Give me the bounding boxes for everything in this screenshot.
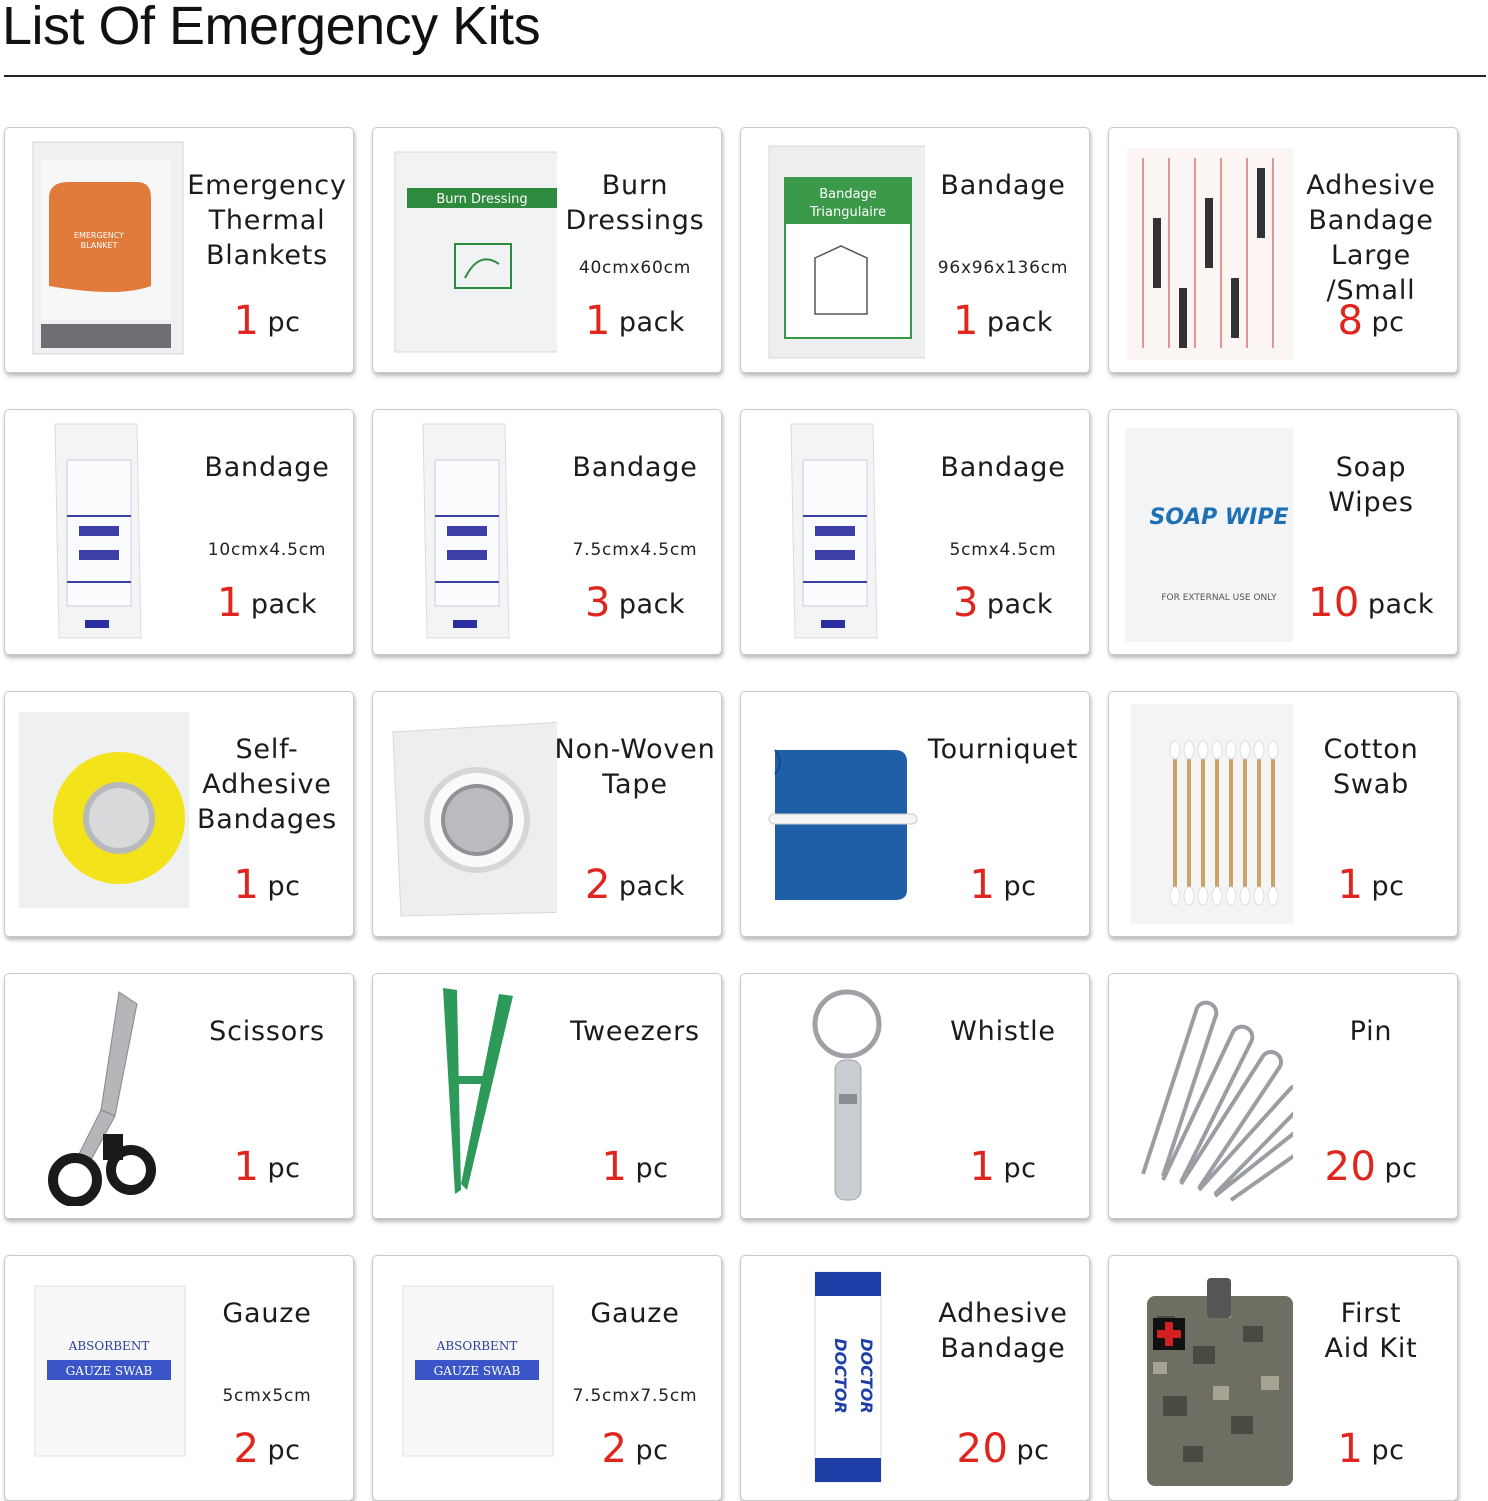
svg-text:DOCTOR: DOCTOR: [857, 1338, 876, 1414]
kit-item-quantity: [1289, 1144, 1453, 1190]
scissors-icon: [19, 984, 189, 1206]
soap-wipe-icon: [1123, 420, 1293, 642]
svg-text:Burn Dressing: Burn Dressing: [436, 192, 528, 207]
kit-item-count: 20: [1324, 1144, 1377, 1190]
svg-text:GAUZE SWAB: GAUZE SWAB: [433, 1364, 521, 1378]
kit-item-unit: pc: [1016, 1435, 1050, 1466]
kit-item-count: 3: [952, 580, 979, 626]
kit-item-name: Bandage: [940, 170, 1066, 201]
kit-item-name: Bandage: [940, 452, 1066, 483]
kit-item-card: [4, 691, 354, 937]
kit-item-unit: pack: [986, 589, 1054, 620]
kit-item-info: [921, 128, 1085, 372]
kit-item-unit: pc: [635, 1153, 669, 1184]
kit-item-quantity: [921, 580, 1085, 626]
kit-item-count: 1: [1337, 862, 1364, 908]
tweezers-icon: [387, 984, 557, 1206]
kit-item-unit: pack: [1367, 589, 1435, 620]
kit-item-size: 5cmx5cm: [222, 1386, 312, 1406]
kit-item-quantity: [1289, 298, 1453, 344]
kit-item-unit: pc: [1371, 1435, 1405, 1466]
kit-item-info: [921, 692, 1085, 936]
kit-item-unit: pc: [1003, 1153, 1037, 1184]
gauze-swab-icon: [387, 1266, 557, 1488]
kit-item-unit: pc: [267, 871, 301, 902]
kit-item-card: [740, 409, 1090, 655]
kit-item-name: Gauze: [222, 1298, 312, 1329]
svg-text:BLANKET: BLANKET: [80, 241, 118, 250]
kit-item-count: 1: [969, 862, 996, 908]
kit-item-quantity: [185, 580, 349, 626]
tape-roll-icon: [387, 702, 557, 924]
kit-item-info: [185, 974, 349, 1218]
kit-item-card: [372, 691, 722, 937]
kit-item-count: 2: [601, 1426, 628, 1472]
plaster-strip-icon: [755, 1266, 925, 1488]
kit-item-info: [553, 1256, 717, 1500]
kit-item-info: [185, 1256, 349, 1500]
kit-item-info: [921, 1256, 1085, 1500]
kit-item-count: 1: [216, 580, 243, 626]
kit-item-size: 5cmx4.5cm: [949, 540, 1057, 560]
kit-item-size: 7.5cmx4.5cm: [572, 540, 698, 560]
kit-item-quantity: [553, 1144, 717, 1190]
kit-item-quantity: [921, 1144, 1085, 1190]
kit-item-count: 1: [584, 298, 611, 344]
svg-text:GAUZE SWAB: GAUZE SWAB: [65, 1364, 153, 1378]
kit-item-quantity: [921, 862, 1085, 908]
kit-grid: [4, 127, 1472, 1501]
kit-item-card: [4, 973, 354, 1219]
kit-item-info: [1289, 128, 1453, 372]
kit-item-info: [185, 128, 349, 372]
kit-item-unit: pc: [267, 1153, 301, 1184]
kit-item-card: [372, 409, 722, 655]
first-aid-pouch-icon: [1123, 1266, 1293, 1488]
kit-item-card: [1108, 127, 1458, 373]
kit-item-card: [4, 409, 354, 655]
kit-item-quantity: [921, 1426, 1085, 1472]
kit-item-name: Adhesive Bandage: [938, 1298, 1068, 1364]
kit-item-unit: pc: [267, 307, 301, 338]
kit-item-card: [372, 127, 722, 373]
kit-item-name: Burn Dressings: [565, 170, 705, 236]
kit-item-name: Whistle: [950, 1016, 1056, 1047]
kit-item-quantity: [1289, 862, 1453, 908]
kit-item-count: 1: [601, 1144, 628, 1190]
kit-item-size: 7.5cmx7.5cm: [572, 1386, 698, 1406]
burn-dressing-icon: [387, 138, 557, 360]
kit-item-size: 96x96x136cm: [937, 258, 1069, 278]
kit-item-quantity: [553, 298, 717, 344]
kit-item-card: [740, 973, 1090, 1219]
kit-item-info: [1289, 410, 1453, 654]
triangular-bandage-icon: [755, 138, 925, 360]
kit-item-unit: pack: [618, 589, 686, 620]
thermal-blanket-icon: [19, 138, 189, 360]
kit-item-unit: pack: [986, 307, 1054, 338]
kit-item-size: 40cmx60cm: [578, 258, 692, 278]
kit-item-count: 3: [584, 580, 611, 626]
kit-item-info: [1289, 692, 1453, 936]
kit-item-name: Tourniquet: [927, 734, 1079, 765]
kit-item-quantity: [553, 1426, 717, 1472]
kit-item-count: 8: [1337, 298, 1364, 344]
kit-item-unit: pack: [618, 307, 686, 338]
kit-item-unit: pc: [1371, 307, 1405, 338]
kit-item-quantity: [185, 298, 349, 344]
kit-item-name: First Aid Kit: [1324, 1298, 1418, 1364]
cotton-swab-icon: [1123, 702, 1293, 924]
kit-item-count: 1: [969, 1144, 996, 1190]
kit-item-unit: pc: [1384, 1153, 1418, 1184]
kit-item-unit: pc: [1371, 871, 1405, 902]
kit-item-count: 1: [233, 298, 260, 344]
kit-item-info: [1289, 974, 1453, 1218]
kit-item-name: Emergency Thermal Blankets: [187, 170, 347, 271]
kit-item-quantity: [1289, 580, 1453, 626]
svg-text:SOAP WIPE: SOAP WIPE: [1149, 505, 1289, 530]
kit-item-info: [185, 410, 349, 654]
kit-item-name: Non-Woven Tape: [554, 734, 716, 800]
kit-item-name: Bandage: [572, 452, 698, 483]
kit-item-name: Adhesive Bandage Large /Small: [1306, 170, 1436, 306]
kit-item-card: [740, 1255, 1090, 1501]
kit-item-name: Gauze: [590, 1298, 680, 1329]
kit-item-quantity: [921, 298, 1085, 344]
svg-text:FOR EXTERNAL USE ONLY: FOR EXTERNAL USE ONLY: [1161, 593, 1277, 603]
kit-item-count: 2: [233, 1426, 260, 1472]
kit-item-count: 10: [1307, 580, 1360, 626]
kit-item-card: [4, 1255, 354, 1501]
kit-item-count: 1: [233, 862, 260, 908]
kit-item-card: [1108, 1255, 1458, 1501]
kit-item-info: [553, 692, 717, 936]
kit-item-name: Bandage: [204, 452, 330, 483]
kit-item-info: [553, 974, 717, 1218]
kit-item-name: Scissors: [209, 1016, 325, 1047]
roll-bandage-icon: [387, 420, 557, 642]
kit-item-info: [1289, 1256, 1453, 1500]
kit-item-count: 20: [956, 1426, 1009, 1472]
self-adhesive-wrap-icon: [19, 702, 189, 924]
kit-item-quantity: [185, 862, 349, 908]
kit-item-info: [921, 410, 1085, 654]
gauze-swab-icon: [19, 1266, 189, 1488]
title-divider: [4, 75, 1486, 77]
kit-item-card: [4, 127, 354, 373]
kit-item-info: [185, 692, 349, 936]
safety-pin-icon: [1123, 984, 1293, 1206]
kit-item-quantity: [1289, 1426, 1453, 1472]
kit-item-unit: pc: [1003, 871, 1037, 902]
kit-item-info: [921, 974, 1085, 1218]
page-title: List Of Emergency Kits: [2, 0, 541, 56]
kit-item-count: 2: [584, 862, 611, 908]
svg-text:Bandage: Bandage: [819, 187, 877, 202]
svg-text:Triangulaire: Triangulaire: [810, 205, 886, 220]
kit-item-unit: pc: [267, 1435, 301, 1466]
kit-item-count: 1: [952, 298, 979, 344]
kit-item-info: [553, 128, 717, 372]
kit-item-count: 1: [233, 1144, 260, 1190]
svg-text:ABSORBENT: ABSORBENT: [68, 1339, 150, 1353]
kit-item-card: [1108, 973, 1458, 1219]
kit-item-unit: pc: [635, 1435, 669, 1466]
kit-item-card: [1108, 409, 1458, 655]
kit-item-quantity: [185, 1144, 349, 1190]
svg-text:EMERGENCY: EMERGENCY: [73, 231, 125, 240]
kit-item-card: [372, 973, 722, 1219]
kit-item-card: [740, 691, 1090, 937]
kit-item-name: Tweezers: [570, 1016, 700, 1047]
kit-item-size: 10cmx4.5cm: [207, 540, 327, 560]
kit-item-info: [553, 410, 717, 654]
roll-bandage-icon: [755, 420, 925, 642]
svg-text:DOCTOR: DOCTOR: [831, 1338, 850, 1414]
svg-text:ABSORBENT: ABSORBENT: [436, 1339, 518, 1353]
whistle-icon: [755, 984, 925, 1206]
kit-item-quantity: [185, 1426, 349, 1472]
kit-item-card: [1108, 691, 1458, 937]
kit-item-count: 1: [1337, 1426, 1364, 1472]
kit-item-name: Self- Adhesive Bandages: [196, 734, 338, 835]
kit-item-card: [372, 1255, 722, 1501]
kit-item-unit: pack: [618, 871, 686, 902]
kit-item-name: Soap Wipes: [1328, 452, 1414, 518]
roll-bandage-icon: [19, 420, 189, 642]
adhesive-strips-icon: [1123, 138, 1293, 360]
kit-item-name: Pin: [1349, 1016, 1393, 1047]
kit-item-card: [740, 127, 1090, 373]
tourniquet-icon: [755, 702, 925, 924]
kit-item-name: Cotton Swab: [1323, 734, 1419, 800]
kit-item-quantity: [553, 580, 717, 626]
kit-item-unit: pack: [250, 589, 318, 620]
kit-item-quantity: [553, 862, 717, 908]
